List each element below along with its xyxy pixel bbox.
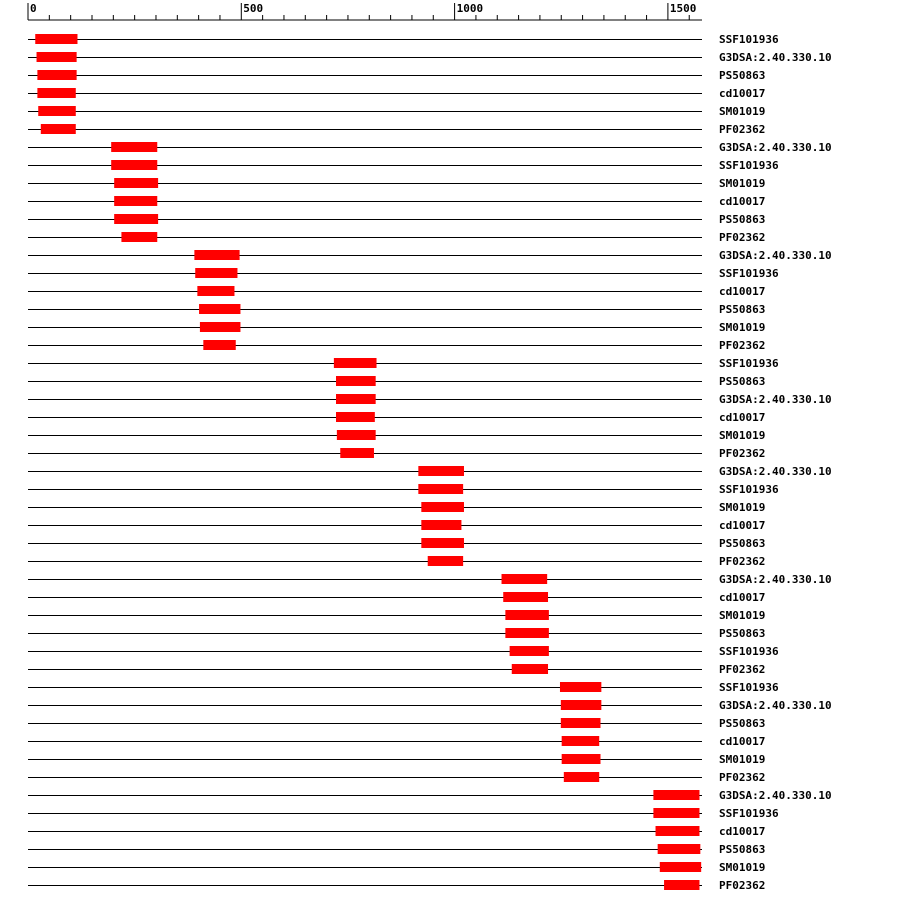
axis-tick-label: 1500: [669, 2, 697, 15]
domain-label: G3DSA:2.40.330.10: [719, 51, 832, 64]
domain-label: G3DSA:2.40.330.10: [719, 789, 832, 802]
domain-row: [28, 69, 765, 82]
domain-row: [28, 87, 765, 100]
domain-bar: [505, 628, 549, 638]
domain-bar: [418, 466, 464, 476]
domain-row: [28, 789, 832, 802]
domain-bar: [38, 106, 76, 116]
domain-bar: [421, 538, 464, 548]
domain-label: PS50863: [719, 303, 766, 316]
domain-bar: [194, 250, 239, 260]
domain-label: SM01019: [719, 609, 766, 622]
domain-row: [28, 195, 765, 208]
domain-bar: [658, 844, 701, 854]
domain-row: [28, 231, 765, 244]
domain-row: [28, 771, 765, 784]
domain-row: [28, 879, 765, 892]
domain-row: [28, 609, 765, 622]
domain-bar: [505, 610, 549, 620]
domain-bar: [653, 808, 699, 818]
domain-label: SSF101936: [719, 807, 779, 820]
domain-label: PF02362: [719, 231, 766, 244]
domain-bar: [111, 160, 157, 170]
domain-label: PS50863: [719, 717, 766, 730]
domain-row: [28, 159, 779, 172]
domain-label: PS50863: [719, 843, 766, 856]
domain-bar: [561, 718, 601, 728]
domain-label: PS50863: [719, 69, 766, 82]
domain-label: PF02362: [719, 123, 766, 136]
domain-label: PS50863: [719, 213, 766, 226]
domain-label: SM01019: [719, 753, 766, 766]
domain-label: cd10017: [719, 735, 766, 748]
domain-label: PF02362: [719, 663, 766, 676]
domain-bar: [197, 286, 234, 296]
axis-tick-label: 1000: [456, 2, 484, 15]
domain-row: [28, 33, 779, 46]
domain-label: PF02362: [719, 555, 766, 568]
domain-row: [28, 699, 832, 712]
domain-row: [28, 717, 765, 730]
domain-row: [28, 429, 765, 442]
domain-bar: [114, 196, 157, 206]
domain-row: [28, 465, 832, 478]
domain-row: [28, 105, 765, 118]
domain-bar: [421, 520, 461, 530]
domain-row: [28, 267, 779, 280]
domain-row: [28, 663, 765, 676]
domain-row: [28, 519, 765, 532]
domain-label: G3DSA:2.40.330.10: [719, 249, 832, 262]
domain-bar: [562, 736, 600, 746]
domain-row: [28, 681, 779, 694]
domain-row: [28, 285, 765, 298]
domain-label: G3DSA:2.40.330.10: [719, 465, 832, 478]
domain-label: SM01019: [719, 321, 766, 334]
domain-row: [28, 735, 765, 748]
domain-bar: [421, 502, 464, 512]
axis-tick-label: 500: [243, 2, 264, 15]
domain-bar: [562, 754, 601, 764]
axis-tick-label: 0: [30, 2, 37, 15]
domain-label: SSF101936: [719, 159, 779, 172]
domain-label: SSF101936: [719, 357, 779, 370]
domain-label: SM01019: [719, 429, 766, 442]
domain-row: [28, 645, 779, 658]
domain-row: [28, 213, 765, 226]
domain-label: cd10017: [719, 519, 766, 532]
domain-label: SSF101936: [719, 645, 779, 658]
domain-label: SM01019: [719, 177, 766, 190]
domain-bar: [510, 646, 549, 656]
domain-bar: [203, 340, 235, 350]
domain-row: [28, 357, 779, 370]
domain-row: [28, 555, 765, 568]
domain-label: cd10017: [719, 87, 766, 100]
domain-row: [28, 501, 765, 514]
domain-row: [28, 483, 779, 496]
domain-label: SSF101936: [719, 483, 779, 496]
domain-row: [28, 825, 765, 838]
position-axis: [28, 2, 702, 20]
domain-bar: [418, 484, 463, 494]
domain-label: G3DSA:2.40.330.10: [719, 141, 832, 154]
domain-label: SM01019: [719, 501, 766, 514]
domain-row: [28, 51, 832, 64]
domain-label: cd10017: [719, 285, 766, 298]
domain-label: G3DSA:2.40.330.10: [719, 699, 832, 712]
domain-label: PF02362: [719, 771, 766, 784]
domain-label: cd10017: [719, 195, 766, 208]
domain-label: SSF101936: [719, 33, 779, 46]
domain-row: [28, 303, 765, 316]
domain-bar: [114, 178, 158, 188]
domain-row: [28, 249, 832, 262]
domain-bar: [664, 880, 699, 890]
domain-bar: [564, 772, 599, 782]
domain-bar: [561, 700, 602, 710]
domain-label: cd10017: [719, 411, 766, 424]
domain-bar: [512, 664, 548, 674]
domain-row: [28, 411, 765, 424]
domain-row: [28, 447, 765, 460]
domain-label: cd10017: [719, 825, 766, 838]
domain-bar: [336, 376, 376, 386]
domain-row: [28, 627, 765, 640]
domain-label: PF02362: [719, 447, 766, 460]
domain-bar: [121, 232, 157, 242]
domain-row: [28, 393, 832, 406]
domain-label: PS50863: [719, 627, 766, 640]
domain-bar: [199, 304, 240, 314]
domain-label: SM01019: [719, 105, 766, 118]
domain-label: SSF101936: [719, 267, 779, 280]
domain-row: [28, 843, 765, 856]
domain-bar: [656, 826, 700, 836]
domain-bar: [660, 862, 701, 872]
domain-bar: [114, 214, 158, 224]
domain-label: SSF101936: [719, 681, 779, 694]
domain-label: G3DSA:2.40.330.10: [719, 573, 832, 586]
domain-bar: [35, 34, 77, 44]
domain-row: [28, 807, 779, 820]
domain-bar: [195, 268, 237, 278]
domain-bar: [337, 430, 376, 440]
domain-bar: [502, 574, 548, 584]
domain-row: [28, 753, 765, 766]
domain-bar: [428, 556, 463, 566]
domain-tracks: [28, 33, 832, 892]
domain-bar: [560, 682, 601, 692]
domain-bar: [336, 412, 375, 422]
domain-row: [28, 321, 765, 334]
domain-row: [28, 177, 765, 190]
domain-bar: [503, 592, 548, 602]
domain-bar: [340, 448, 374, 458]
domain-label: PF02362: [719, 879, 766, 892]
domain-bar: [37, 70, 76, 80]
domain-bar: [37, 52, 77, 62]
domain-row: [28, 375, 765, 388]
domain-bar: [41, 124, 76, 134]
domain-label: PF02362: [719, 339, 766, 352]
domain-bar: [334, 358, 377, 368]
domain-label: G3DSA:2.40.330.10: [719, 393, 832, 406]
domain-bar: [336, 394, 376, 404]
domain-row: [28, 123, 765, 136]
domain-bar: [37, 88, 75, 98]
domain-row: [28, 861, 765, 874]
domain-row: [28, 141, 832, 154]
domain-bar: [111, 142, 157, 152]
domain-row: [28, 537, 765, 550]
domain-row: [28, 339, 765, 352]
domain-label: cd10017: [719, 591, 766, 604]
domain-bar: [200, 322, 241, 332]
domain-row: [28, 573, 832, 586]
domain-label: PS50863: [719, 537, 766, 550]
domain-row: [28, 591, 765, 604]
domain-label: SM01019: [719, 861, 766, 874]
domain-label: PS50863: [719, 375, 766, 388]
domain-bar: [653, 790, 699, 800]
